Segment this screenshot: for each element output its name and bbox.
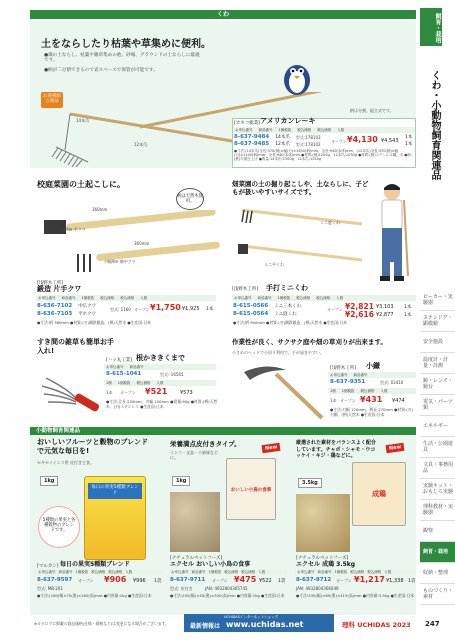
pet3-headline: 厳選された素材をバランスよく配合しています。チャボ・シャモ・ウコッケイ・キジ・鶏などに。 [296, 440, 376, 459]
rake-model-2: 型式:178102 [295, 141, 321, 147]
hoe2-col-2: 1個税抜 [277, 295, 291, 300]
sidebar-tab-7[interactable]: 生活・公園遊具 [420, 437, 455, 458]
category-bar: くわ [30, 10, 416, 19]
sickle-model: 型式: 03410 [380, 380, 404, 385]
rake-price: ¥4,130 [347, 135, 378, 144]
pet2-table-header [169, 569, 287, 575]
pet1-model: 型式: MB-201 [37, 586, 63, 591]
hoe2-spec-2: ミニ庭くわ [274, 312, 297, 317]
pet2-col-2: 1個税抜 [208, 569, 222, 574]
rake-model-1: 型式:178103 [295, 134, 321, 140]
sickle-name: 小鎌 [366, 362, 380, 370]
pet2-col-4: 税込価格 [241, 569, 256, 574]
rake-note: 柄は分割、組立式です。 [350, 108, 394, 113]
rake-row-2 [234, 141, 321, 147]
hoe2-row-2 [233, 311, 297, 317]
pet1-package [84, 476, 146, 560]
pet1-code: 8-637-9597 [37, 577, 73, 583]
hoe1-headline: 校庭菜園の土起こしに。 [37, 180, 125, 189]
footer-banner[interactable] [184, 614, 334, 632]
sidebar-tab-12[interactable]: 飼育・栽培 [420, 542, 455, 563]
sidebar-tab-9[interactable]: 実験キット・おもしろ実験 [420, 479, 455, 500]
hoe1-col-2: 1個税抜 [81, 295, 95, 300]
sickle-price: ¥431 [360, 395, 383, 404]
sidebar-tab-1[interactable]: ステンドグ・顕微鏡 [420, 311, 455, 332]
hoe1-code-1: 8-636-7102 [37, 303, 73, 309]
hoe2-col-5: 入数 [336, 295, 344, 300]
pet3-name: エクセル 成鶏 3.5kg [296, 561, 356, 568]
pet1-col-0: お申込番号 [38, 569, 56, 574]
rake-col-4: 税込価格 [317, 127, 332, 132]
pet2-new-badge: New [262, 443, 281, 453]
hoe1-label-a: 刃幅9m 平クワ [58, 227, 86, 232]
sickle-sub-col-0: 1個 [330, 388, 336, 393]
pet3-col-1: 商品番号 [317, 569, 332, 574]
sidebar-tab-11[interactable]: 観察 [420, 521, 455, 542]
sidebar-big-label: くわ・小動物飼育関連品 [429, 70, 440, 180]
pet2-sub: インコ・文鳥・十姉妹などに。 [170, 450, 218, 460]
hoe2-label-a: ミニ庭くわ [320, 220, 340, 225]
sickle-sub-col-3: 入数 [380, 388, 388, 393]
pet2-name: エクセル おいしい小鳥の食事 [170, 561, 251, 568]
pet3-package-label: 成鶏 [372, 490, 386, 498]
pet3-package [352, 462, 406, 526]
hoe2-code-1: 8-615-0566 [233, 303, 269, 309]
hoe1-spec-2: 平ホクワ [78, 312, 97, 317]
root-table-header [104, 364, 216, 370]
pet2-price-tax: ¥522 [259, 578, 272, 584]
hoe2-code-2: 8-615-0564 [233, 311, 269, 317]
root-headline: すき間の雑草も簡単お手入れ! [37, 338, 114, 356]
pet1-brand: [マルカン] [37, 564, 59, 569]
hoe1-open: オープン [134, 307, 150, 312]
rake-name: アメリカンレーキ [260, 117, 316, 125]
sidebar-tab-8[interactable]: 文具・事務用品 [420, 458, 455, 479]
pet3-col-0: お申込番号 [297, 569, 315, 574]
hoe2-price-1: ¥2,821 [345, 302, 374, 311]
hoe2-headline: 畑菜園の土の掘り起こしや、土ならしに、子どもが扱いやすいサイズです。 [232, 180, 369, 197]
pet3-qty: 1袋 [408, 579, 416, 584]
hoe1-qty: 1本 [206, 307, 214, 312]
sidebar-tab-3[interactable]: 温度計・計量・計測 [420, 353, 455, 374]
root-open: オープン [120, 390, 136, 395]
pet2-col-5: 入数 [258, 569, 266, 574]
sickle-sub-col-1: 1個税抜 [341, 388, 355, 393]
pet1-col-2: 1個税抜 [75, 569, 89, 574]
pet3-weight: 3.5kg [298, 478, 322, 488]
penguin-mascot [280, 56, 314, 96]
hoe1-table-header [36, 295, 216, 301]
root-qty: 1本 [106, 390, 113, 395]
pet1-price-tax: ¥996 [133, 578, 146, 584]
hoe1-label-b: 刃幅9m 備中クワ [104, 259, 136, 264]
sickle-col-0: お申込番号 [330, 372, 348, 377]
hoe2-price-2: ¥2,616 [345, 310, 374, 319]
sickle-price-tax: ¥474 [392, 398, 405, 404]
root-code: 8-615-1041 [106, 371, 142, 377]
sickle-code: 8-637-9351 [330, 379, 366, 385]
rake-code-1: 8-637-9484 [234, 134, 270, 140]
rake-price-tax: ¥4,543 [381, 138, 399, 144]
hoe1-spec-1: 中広クワ [78, 304, 97, 309]
pet-section-bar: 小動物飼育関連品 [30, 427, 416, 435]
sickle-table-header [328, 372, 416, 378]
pet1-qty: 1袋 [154, 579, 162, 584]
rake-headline: 土をならしたり枯葉や草集めに便利。 [41, 39, 211, 50]
hoe1-col-4: 税込価格 [120, 295, 135, 300]
root-col-0: お申込番号 [106, 364, 124, 369]
hoe2-spec-1: ミニ三本くわ [274, 304, 302, 309]
root-col-1: 商品番号 [129, 364, 144, 369]
pet3-jan: JAN: 4932804366049 [296, 586, 339, 591]
pet2-weight: 1kg [172, 476, 190, 486]
hoe2-table-header [232, 295, 416, 301]
hoe2-price-tax-1: ¥3,103 [376, 304, 394, 310]
page-number: 247 [425, 620, 440, 628]
hoe1-price: ¥1,750 [150, 303, 181, 312]
pet1-open: オープン [78, 578, 94, 583]
sidebar-tab-5[interactable]: 電気・パーツ類 [420, 395, 455, 416]
hoe1-col-1: 商品番号 [61, 295, 76, 300]
sidebar-tab-2[interactable]: 安全施設 [420, 332, 455, 353]
rake-qty-1: 1本 [405, 135, 413, 140]
sidebar-tab-14[interactable]: ものづくり・素材 [420, 584, 455, 605]
hoe2-name: 手打ミニくわ [266, 284, 308, 292]
rake-notes: ●寸法:(14本爪)全長:370(柄)×幅(刃)×1630(柄)mm、全長:940(本体)mm、(12本爪)全長:370(柄)×幅(刃)×1100(柄)mm、全長:940(本体)mm ●材質:(柄)1200g、12本爪:1030g ●材質:(柄)ステンレス鋼、木 ●柄:(鉄)平面仕上げ ●質量:14本爪:1300g、12本爪:1250g [234, 149, 412, 162]
sickle-col-1: 商品番号 [353, 372, 368, 377]
pet1-circle: 5種類の果実と各種穀物のブレンドです。 [38, 506, 80, 548]
rake-label-12: 12本爪 [134, 142, 148, 147]
rake-label-14: 14本爪 [76, 118, 90, 123]
rake-bullet-1: ●畑の土ならし、枯葉や雑草集めの他、砂場、グラウンドの土ならしに最適です。 [44, 53, 200, 63]
hoe1-row-2 [37, 311, 96, 317]
hoe2-col-4: 税込価格 [316, 295, 331, 300]
pet3-code: 8-637-9712 [296, 577, 332, 583]
hoe1-dim1: 360mm [92, 207, 108, 212]
pet2-code: 8-637-9711 [170, 577, 206, 583]
footer-url[interactable]: www.uchidas.net [226, 620, 304, 629]
root-price: ¥521 [145, 387, 168, 396]
footer-info-label: 最新情報は [190, 623, 221, 630]
pet2-jan: JAN: 4932804365745 [205, 586, 248, 591]
pet2-col-3: 税込価格 [224, 569, 239, 574]
root-sub-col-0: 1個 [106, 380, 112, 385]
pet3-col-2: 1個税抜 [334, 569, 348, 574]
rake-bullet-2: ●柄が二分割できるので省スペースで保管が可能です。 [44, 68, 158, 73]
hoe1-illustration [36, 210, 222, 276]
rake-col-0: お申込番号 [235, 127, 253, 132]
pet3-brand: [ナチュラルペットフーズ] [296, 556, 349, 561]
hoe2-brand: [浅野木工所] [232, 287, 259, 292]
root-model: 型式:-16545 [160, 372, 184, 377]
hoe2-qty-1: 1本 [404, 305, 412, 310]
pet1-name: 毎日の果実5種類ブレンド [60, 561, 130, 568]
sickle-sub-col-2: 税込価格 [360, 388, 375, 393]
hoe1-col-0: お申込番号 [38, 295, 56, 300]
hoe1-model: 型式: 1160 [110, 307, 131, 312]
sidebar-top-label: 飼育・栽培 [420, 8, 442, 46]
hoe2-label-b: ミニ平くわ [264, 262, 284, 267]
sickle-brand: [浅野木工所] [330, 366, 357, 371]
root-sub-col-3: 入数 [156, 380, 164, 385]
sickle-sub: 小さめのヘッドで小回り利用で、手が届きやすい。 [232, 350, 324, 355]
rake-brand: [カネコ総業] [234, 121, 261, 126]
rake-open: オープン [331, 139, 347, 144]
pet2-package [226, 458, 276, 520]
hoe2-col-0: お申込番号 [234, 295, 252, 300]
hoe2-col-3: 税込価格 [296, 295, 311, 300]
pet2-qty: 1袋 [278, 579, 286, 584]
pet3-seed-photo [296, 494, 350, 552]
pet3-notes: ●寸法:330(幅)×60(奥)×415(高)mm ●内容量:3.5kg ●生産国:日本 [296, 593, 415, 598]
hoe1-col-5: 入数 [140, 295, 148, 300]
hoe1-price-tax: ¥1,925 [182, 306, 200, 312]
pet3-price-tax: ¥1,338 [386, 578, 404, 584]
rake-spec-1: 14本爪 [275, 135, 290, 140]
root-notes: ●寸法:全長 230mm、刃幅 100mm ●質量:90g ●材質:(柄)天然木、(刃)ステンレス ●生産国:日本 [106, 399, 218, 409]
rake-table-header [233, 127, 415, 133]
pet1-table-header [36, 569, 164, 575]
pet3-col-3: 税込価格 [350, 569, 365, 574]
pet2-open: オープン [212, 578, 228, 583]
hoe2-qty-2: 1本 [404, 313, 412, 318]
pet1-col-3: 税込価格 [91, 569, 106, 574]
pet2-price: ¥475 [234, 575, 257, 584]
hoe1-name: 鍛造 片手クワ [37, 285, 82, 293]
pet3-col-4: 税込価格 [367, 569, 382, 574]
sidebar-tab-10[interactable]: 理科教材・実験器 [420, 500, 455, 521]
root-sub-col-1: 1個税抜 [117, 380, 131, 385]
rake-row-1 [234, 134, 321, 140]
sidebar-tab-6[interactable]: エネルギー [420, 416, 455, 437]
root-sub-header [104, 380, 216, 386]
pet2-headline: 栄養満点皮付きタイプ。 [170, 440, 241, 448]
pet1-weight: 1kg [40, 476, 58, 486]
sidebar-tab-0[interactable]: ピーカー・実験器 [420, 290, 455, 311]
hoe2-illustration [232, 206, 372, 274]
pet3-open: オープン [336, 578, 352, 583]
hoe2-price-tax-2: ¥2,877 [376, 312, 394, 318]
rake-qty-2: 1本 [405, 142, 413, 147]
root-name: 根かききくまで [136, 354, 185, 362]
hoe2-row-1 [233, 303, 301, 309]
pet3-price: ¥1,217 [354, 575, 385, 584]
pet2-col-0: お申込番号 [171, 569, 189, 574]
rake-col-5: 入数 [337, 127, 345, 132]
pet1-package-label: 毎日の果実5種類ブレンド [88, 483, 142, 499]
sickle-headline: 作業性が良く、サクサク庭や畑の草刈りが出来ます。 [232, 338, 387, 346]
rake-col-3: 税込価格 [297, 127, 312, 132]
sickle-notes: ●寸法:刃幅 120mm、柄長 270mm ●材質:(刃)刃鋼、(柄)天然木 ●生産国:日本 [330, 407, 414, 417]
sidebar-tabs [420, 290, 455, 605]
pet1-sub: セキセイインコ用 皮付き主食。 [37, 460, 94, 465]
pet1-notes: ●寸法:(180)幅×75(奥)×260(高)mm ●内容量:1kg ●生産国:日本 [37, 593, 152, 598]
sickle-sub-header [328, 388, 416, 394]
hoe1-code-2: 8-636-7103 [37, 311, 73, 317]
rake-col-2: 1個税抜 [278, 127, 292, 132]
sickle-qty: 1本 [330, 398, 337, 403]
pet1-col-5: 入数 [125, 569, 133, 574]
rake-col-1: 商品番号 [258, 127, 273, 132]
hoe2-open: オープン [327, 307, 343, 312]
pet2-seed-photo [170, 492, 220, 552]
sickle-illustration [236, 362, 326, 422]
pet2-package-label: おいしい小鳥の食事 [230, 488, 272, 493]
hoe1-brand: [浅野木工所] [37, 281, 64, 286]
hoe2-col-1: 商品番号 [257, 295, 272, 300]
pet1-col-1: 商品番号 [58, 569, 73, 574]
pet1-price: ¥906 [104, 575, 127, 584]
pet1-col-4: 税込価格 [108, 569, 123, 574]
pet2-model: 型式: 皮付き [170, 586, 193, 591]
pet2-notes: ●寸法:200(幅)×40(奥)×300(高)mm ●内容量:1kg ●生産国:日本 [170, 593, 285, 598]
footer-disclaimer: ※カタログに掲載の商品価格(仕様・価格など)は変更になる場合がございます。 [34, 621, 169, 626]
sickle-open: オープン [340, 398, 356, 403]
hoe1-dim2: 360mm [134, 241, 150, 246]
assembly-badge: お客様組立商品 [41, 92, 63, 108]
hoe1-col-3: 税込価格 [100, 295, 115, 300]
pet1-headline: おいしいフルーツと穀物のブレンドで元気な毎日を! [37, 438, 148, 456]
child-photo [368, 180, 416, 284]
pet3-new-badge: New [386, 443, 405, 453]
root-price-tax: ¥573 [180, 390, 193, 396]
rake-code-2: 8-637-9485 [234, 141, 270, 147]
rake-spec-2: 12本爪 [275, 142, 290, 147]
pet2-col-1: 商品番号 [191, 569, 206, 574]
root-cutter-illustration [36, 358, 102, 428]
hoe1-bubble: 柄は天然木使用。 [176, 188, 204, 210]
footer-brand: 理科 UCHIDAS 2023 [342, 621, 411, 629]
sidebar-tab-13[interactable]: 収納・整理 [420, 563, 455, 584]
pet3-col-5: 入数 [384, 569, 392, 574]
hoe1-row-1 [37, 303, 96, 309]
root-sub-col-2: 税込価格 [136, 380, 151, 385]
footer-tagline: UCHIDASインターネットショップ [224, 615, 279, 619]
sidebar-tab-4[interactable]: 鏡・レンズ・鏡台 [420, 374, 455, 395]
pet2-brand: [ナチュラルペットフーズ] [170, 556, 223, 561]
hoe1-notes: ●寸法:柄 360mm ●材質:(刃)鋼鉄鍛造、(柄)天然木 ●生産国:日本 [37, 320, 151, 325]
hoe2-notes: ●寸法:柄 900mm ●材質:(刃)鋼鉄鍛造、(柄)天然木 ●生産国:日本 [233, 320, 347, 325]
root-brand: [ハッ丸工業] [106, 358, 133, 363]
